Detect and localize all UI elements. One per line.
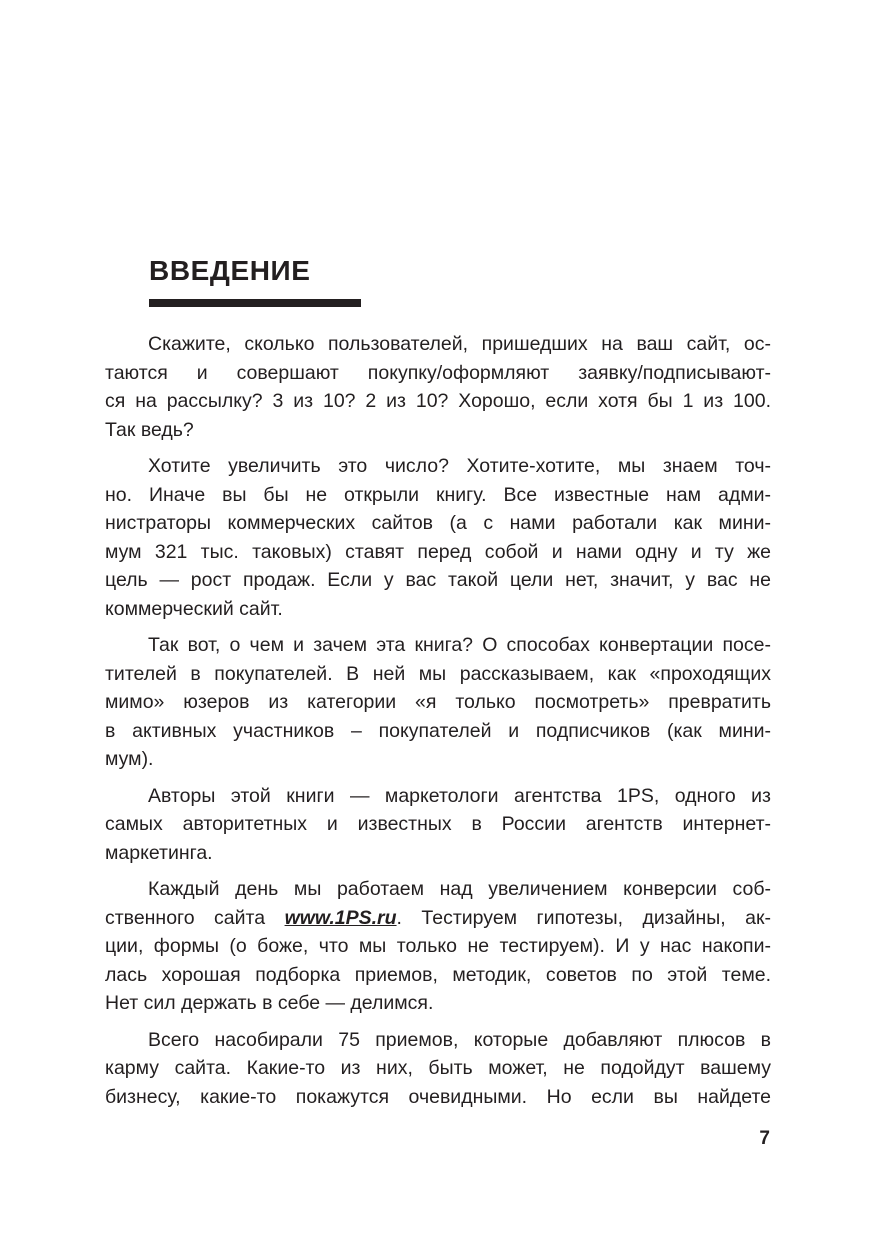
text-line: Нет сил держать в себе — делимся. bbox=[105, 992, 434, 1014]
paragraph bbox=[105, 1026, 771, 1112]
text-line: мум). bbox=[105, 748, 154, 770]
text-line: бизнесу, какие-то покажутся очевидными. Но если вы найдете bbox=[105, 1085, 771, 1108]
text-line: ции, формы (о боже, что мы только не тестируем). И у нас накопи- bbox=[105, 935, 771, 957]
paragraph bbox=[105, 782, 771, 868]
text-line: Всего насобирали 75 приемов, которые добавляют плюсов в bbox=[148, 1028, 771, 1051]
text-line: карму сайта. Какие-то из них, быть может, не подойдут вашему bbox=[105, 1057, 771, 1079]
text-line: Каждый день мы работаем над увеличением конверсии соб- bbox=[148, 878, 771, 900]
text-line: коммерческий сайт. bbox=[105, 597, 283, 620]
text-line: ся на рассылку? 3 из 10? 2 из 10? Хорошо, если хотя бы 1 из 100. bbox=[105, 390, 771, 412]
website-link[interactable]: www.1PS.ru bbox=[284, 906, 397, 929]
paragraph bbox=[105, 875, 771, 1018]
paragraph bbox=[105, 631, 771, 774]
text-line: Авторы этой книги — маркетологи агентства 1PS, одного из bbox=[148, 784, 771, 807]
text-line: мимо» юзеров из категории «я только посмотреть» превратить bbox=[105, 691, 771, 713]
text-line: тителей в покупателей. В ней мы рассказываем, как «проходящих bbox=[105, 662, 771, 685]
text-segment: . Тестируем гипотезы, дизайны, ак- bbox=[396, 906, 771, 929]
text-line: Так ведь? bbox=[105, 418, 194, 441]
text-line: в активных участников – покупателей и подписчиков (как мини- bbox=[105, 719, 771, 742]
chapter-title: ВВЕДЕНИЕ bbox=[149, 255, 311, 286]
text-segment: ственного сайта bbox=[105, 906, 285, 929]
paragraph bbox=[105, 452, 771, 623]
text-line: Так вот, о чем и зачем эта книга? О способах конвертации посе- bbox=[148, 634, 771, 656]
text-line-with-link bbox=[105, 904, 771, 933]
paragraph bbox=[105, 330, 771, 444]
text-line: самых авторитетных и известных в России агентств интернет- bbox=[105, 813, 771, 835]
text-line: но. Иначе вы бы не открыли книгу. Все известные нам адми- bbox=[105, 483, 771, 506]
text-line: лась хорошая подборка приемов, методик, советов по этой теме. bbox=[105, 963, 771, 986]
text-line: цель — рост продаж. Если у вас такой цели нет, значит, у вас не bbox=[105, 569, 771, 591]
text-line: нистраторы коммерческих сайтов (а с нами работали как мини- bbox=[105, 512, 771, 534]
page-content bbox=[105, 256, 771, 1111]
text-line: Скажите, сколько пользователей, пришедших на ваш сайт, ос- bbox=[148, 333, 771, 355]
page-number: 7 bbox=[759, 1128, 770, 1149]
title-underline-bar bbox=[149, 299, 361, 307]
text-line: таются и совершают покупку/оформляют заявку/подписывают- bbox=[105, 361, 771, 384]
body-text bbox=[105, 330, 771, 1111]
text-line: маркетинга. bbox=[105, 841, 213, 864]
text-line: мум 321 тыс. таковых) ставят перед собой и нами одну и ту же bbox=[105, 540, 771, 563]
text-line: Хотите увеличить это число? Хотите-хотите, мы знаем точ- bbox=[148, 455, 771, 477]
